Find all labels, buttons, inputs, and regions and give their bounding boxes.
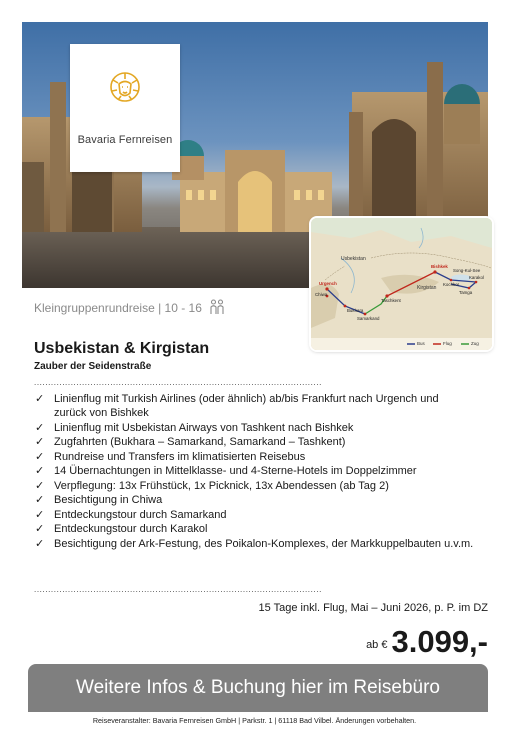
map-label-kyrgyzstan: Kirgistan <box>417 285 437 291</box>
check-icon: ✓ <box>35 523 45 535</box>
check-icon: ✓ <box>35 508 45 521</box>
map-city: Karakol <box>469 275 484 280</box>
route-map-graphic <box>311 218 492 350</box>
people-icon <box>209 299 225 315</box>
price-block <box>366 624 488 660</box>
feature-item: ✓ Zugfahrten (Bukhara – Samarkand, Samarkand – Tashkent) <box>35 436 346 448</box>
route-map <box>311 218 492 350</box>
trip-duration: 15 Tage inkl. Flug, Mai – Juni 2026, p. P. im DZ <box>258 602 488 614</box>
feature-item: ✓ Verpflegung: 13x Frühstück, 1x Picknick, 13x Abendessen (ab Tag 2) <box>35 479 389 492</box>
check-icon: ✓ <box>35 465 45 477</box>
legend-train: Zug <box>471 341 479 346</box>
map-city: Bishkek <box>431 264 448 269</box>
feature-item: ✓ Entdeckungstour durch Samarkand <box>35 508 227 521</box>
check-icon: ✓ <box>35 393 45 405</box>
trip-type-text: Kleingruppenrundreise | 10 - 16 <box>34 301 202 315</box>
map-city: Tamga <box>459 290 473 295</box>
check-icon: ✓ <box>35 537 45 550</box>
price-prefix: ab € <box>366 639 388 651</box>
map-city: Kochkor <box>443 282 460 287</box>
feature-item: ✓ Rundreise und Transfers im klimatisierten Reisebus <box>35 450 306 463</box>
trip-title: Usbekistan & Kirgistan <box>34 340 210 357</box>
lion-logo-icon <box>108 70 142 104</box>
feature-item: ✓ Linienflug mit Turkish Airlines (oder ähnlich) ab/bis Frankfurt nach Urgench und zurück von Bishkek <box>35 393 439 419</box>
map-city: Chiwa <box>315 292 328 297</box>
map-label-uzbekistan: Usbekistan <box>341 256 366 262</box>
check-icon: ✓ <box>35 421 45 434</box>
brand-logo-card <box>70 44 180 172</box>
feature-item: ✓ Entdeckungstour durch Karakol <box>35 523 208 535</box>
map-legend <box>311 338 492 350</box>
feature-item: ✓ Linienflug mit Usbekistan Airways von Tashkent nach Bishkek <box>35 421 354 434</box>
check-icon: ✓ <box>35 479 45 492</box>
footer-imprint: Reiseveranstalter: Bavaria Fernreisen GmbH | Parkstr. 1 | 61118 Bad Vilbel. Änderungen vorbehalten. <box>92 716 417 725</box>
check-icon: ✓ <box>35 436 45 448</box>
map-city: Song-Kul-See <box>453 268 481 273</box>
brand-name: Bavaria Fernreisen <box>77 134 173 146</box>
divider-top: ...................................................................................................... <box>34 378 322 387</box>
booking-cta-label: Weitere Infos & Buchung hier im Reisebüro <box>76 677 440 698</box>
map-city: Bukhara <box>347 308 364 313</box>
booking-cta-banner[interactable] <box>28 664 488 712</box>
legend-flight: Flug <box>443 341 452 346</box>
feature-item: ✓ Besichtigung der Ark-Festung, des Poikalon-Komplexes, der Markkuppelbauten u.v.m. <box>35 537 474 550</box>
feature-list <box>34 392 474 551</box>
map-city: Urgench <box>319 281 337 286</box>
trip-subtitle: Zauber der Seidenstraße <box>34 361 152 372</box>
check-icon: ✓ <box>35 494 45 506</box>
feature-item: ✓ 14 Übernachtungen in Mittelklasse- und 4-Sterne-Hotels im Doppelzimmer <box>35 465 417 477</box>
trip-type-line <box>34 299 225 315</box>
check-icon: ✓ <box>35 450 45 463</box>
map-city: Samarkand <box>357 316 380 321</box>
price-value: 3.099,- <box>391 624 488 659</box>
feature-item: ✓ Besichtigung in Chiwa <box>35 494 163 506</box>
divider-bottom: ...................................................................................................... <box>34 585 322 594</box>
legend-lines <box>311 338 492 350</box>
map-city: Taschkent <box>381 298 401 303</box>
legend-bus: Bus <box>417 341 425 346</box>
